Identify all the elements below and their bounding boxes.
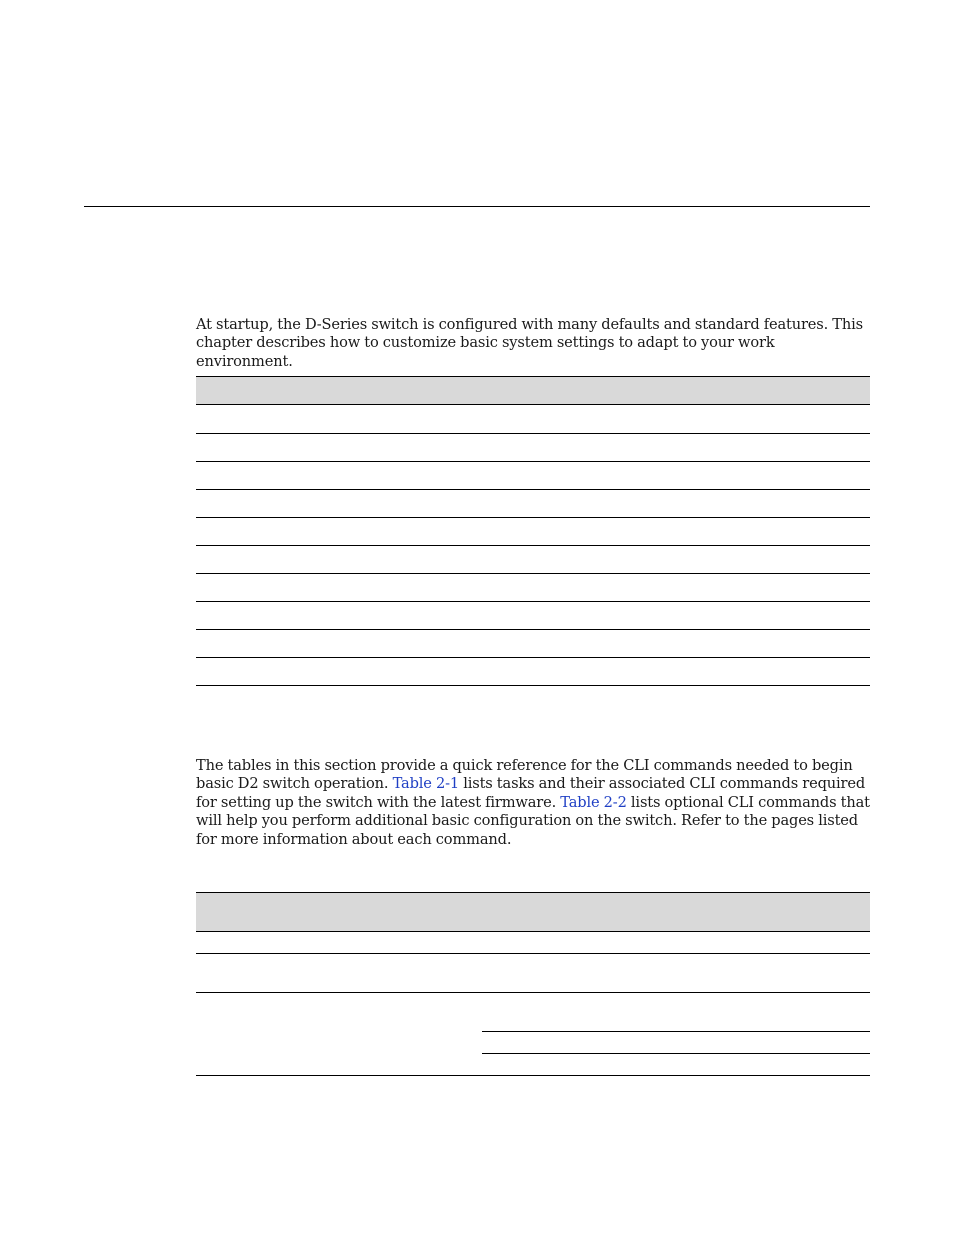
intro-paragraph: [196, 316, 870, 371]
table-2-2-link[interactable]: Table 2-2: [560, 793, 627, 811]
table-subrow: [482, 1031, 870, 1032]
table-row: [196, 629, 870, 630]
command-table-header: [196, 892, 870, 932]
table-row: [196, 404, 870, 405]
table-row: [196, 685, 870, 686]
table-row: [196, 1075, 870, 1076]
table-row: [196, 433, 870, 434]
table-row: [196, 573, 870, 574]
table-subrow: [482, 1053, 870, 1054]
table-row: [196, 931, 870, 932]
table-row: [196, 461, 870, 462]
table-row: [196, 489, 870, 490]
table-row: [196, 992, 870, 993]
quick-reference-paragraph: [196, 757, 870, 849]
quick-reference-text-3: lists optional CLI commands that will help you perform additional basic configuration on the switch. Refer to the pages listed for more information about each command.: [196, 793, 870, 848]
quick-reference-text-1: The tables in this section provide a quick reference for the CLI commands needed to begin basic D2 switch operation.: [196, 757, 853, 793]
table-2-1-link[interactable]: Table 2-1: [392, 775, 459, 793]
table-row: [196, 953, 870, 954]
table-row: [196, 657, 870, 658]
table-row: [196, 601, 870, 602]
table-row: [196, 517, 870, 518]
header-rule: [84, 206, 870, 207]
quick-reference-text-2: lists tasks and their associated CLI commands required for setting up the switch with the latest firmware.: [196, 775, 866, 811]
table-row: [196, 545, 870, 546]
contents-table-header: [196, 376, 870, 405]
intro-text: At startup, the D-Series switch is configured with many defaults and standard features. This chapter describes how to customize basic system settings to adapt to your work environment.: [196, 316, 863, 370]
